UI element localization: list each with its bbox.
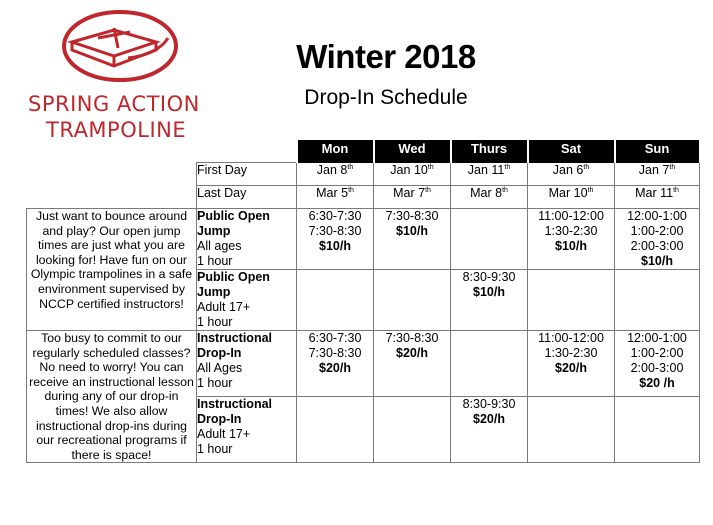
header-spacer — [27, 141, 197, 163]
date-month: Mar — [635, 186, 657, 200]
program-duration: 1 hour — [197, 442, 233, 457]
price-label: $10/h — [319, 239, 351, 253]
time-slot-cell — [297, 209, 374, 270]
day-header: Thurs — [451, 141, 528, 163]
time-slot: 11:00-12:00 — [538, 331, 604, 345]
time-slot-cell — [297, 397, 374, 463]
row-spacer — [27, 186, 197, 209]
date-cell — [451, 186, 528, 209]
date-day: 8 — [340, 163, 348, 177]
price-label: $10/h — [473, 285, 505, 299]
date-month: Mar — [470, 186, 492, 200]
time-slot: 7:30-8:30 — [385, 331, 439, 345]
price-label: $10/h — [555, 239, 587, 253]
time-slot: 8:30-9:30 — [462, 270, 516, 284]
time-slot-cell — [615, 331, 700, 397]
price-label: $20/h — [396, 346, 428, 360]
date-suffix: th — [427, 164, 434, 171]
date-month: Jan — [638, 163, 659, 177]
date-cell — [374, 163, 451, 186]
date-cell — [528, 163, 615, 186]
date-cell — [297, 163, 374, 186]
time-slot-cell — [615, 209, 700, 270]
price-label: $20/h — [555, 361, 587, 375]
program-age: Adult 17+ — [197, 427, 251, 442]
time-slot-cell — [615, 397, 700, 463]
time-slot-cell — [374, 397, 451, 463]
time-slot: 1:30-2:30 — [544, 346, 598, 360]
day-header-row — [27, 141, 700, 163]
time-slot-cell — [528, 397, 615, 463]
time-slot: 1:00-2:00 — [630, 346, 684, 360]
date-day: 6 — [576, 163, 584, 177]
time-slot: 1:00-2:00 — [630, 224, 684, 238]
last-day-label: Last Day — [197, 186, 297, 209]
time-slot-cell — [528, 270, 615, 331]
date-day: 7 — [662, 163, 670, 177]
date-suffix: th — [673, 187, 679, 194]
time-slot-cell — [374, 270, 451, 331]
program-info — [197, 397, 297, 463]
time-slot: 8:30-9:30 — [462, 397, 516, 412]
date-month: Jan — [390, 163, 411, 177]
time-slot-cell — [528, 331, 615, 397]
date-cell — [528, 186, 615, 209]
date-day: 8 — [495, 186, 503, 200]
date-day: 10 — [573, 186, 588, 200]
time-slot-cell — [451, 331, 528, 397]
time-slot-cell — [297, 270, 374, 331]
brand-name-line1: SPRING ACTION — [28, 92, 200, 116]
brand-logo — [20, 8, 225, 142]
program-description: Just want to bounce around and play? Our open jump times are just what you are looking for! Have fun on our Olympic trampolines in a safe environment supervised by NCCP certified instructors! — [27, 209, 197, 331]
page-title: Winter 2018 — [296, 38, 476, 75]
brand-name-line2: TRAMPOLINE — [46, 118, 187, 142]
time-slot-cell — [297, 331, 374, 397]
time-slot: 7:30-8:30 — [308, 224, 362, 238]
first-day-row — [27, 163, 700, 186]
time-slot: 6:30-7:30 — [308, 209, 362, 223]
first-day-label: First Day — [197, 163, 297, 186]
date-day: 7 — [418, 186, 426, 200]
date-month: Jan — [552, 163, 573, 177]
date-cell — [374, 186, 451, 209]
last-day-row — [27, 186, 700, 209]
time-slot-cell — [615, 270, 700, 331]
time-slot: 12:00-1:00 — [627, 209, 687, 223]
program-info — [197, 270, 297, 331]
price-label: $20 /h — [639, 376, 675, 390]
program-duration: 1 hour — [197, 254, 233, 268]
price-label: $20/h — [319, 361, 351, 375]
program-info — [197, 331, 297, 397]
time-slot: 2:00-3:00 — [630, 361, 684, 375]
date-cell — [451, 163, 528, 186]
time-slot-cell — [451, 270, 528, 331]
date-suffix: th — [425, 187, 431, 194]
program-age: All ages — [197, 239, 242, 253]
date-day: 5 — [341, 186, 349, 200]
time-slot: 6:30-7:30 — [308, 331, 362, 345]
day-header: Mon — [297, 141, 374, 163]
price-label: $10/h — [396, 224, 428, 238]
date-day: 10 — [413, 163, 428, 177]
date-day: 11 — [491, 163, 505, 177]
date-cell — [297, 186, 374, 209]
schedule-table — [26, 140, 701, 463]
time-slot-cell — [528, 209, 615, 270]
time-slot: 1:30-2:30 — [544, 224, 598, 238]
price-label: $20/h — [473, 412, 505, 427]
header-spacer — [197, 141, 297, 163]
day-header: Sat — [528, 141, 615, 163]
program-description: Too busy to commit to our regularly scheduled classes? No need to worry! You can receive an instructional lesson during any of our drop-in times! We also allow instructional drop-ins during our recreational programs if there is space! — [27, 331, 197, 463]
date-suffix: th — [347, 164, 354, 171]
program-name: Instructional Drop-In — [197, 397, 273, 427]
program-name: Instructional Drop-In — [197, 331, 273, 360]
date-month: Mar — [316, 186, 338, 200]
program-row — [27, 331, 700, 397]
time-slot-cell — [451, 397, 528, 463]
row-spacer — [27, 163, 197, 186]
program-age: All Ages — [197, 361, 243, 375]
time-slot-cell — [374, 331, 451, 397]
date-cell — [615, 186, 700, 209]
program-age: Adult 17+ — [197, 300, 251, 314]
date-suffix: th — [504, 164, 511, 171]
date-suffix: th — [502, 187, 508, 194]
time-slot: 7:30-8:30 — [385, 209, 439, 223]
date-month: Jan — [467, 163, 488, 177]
time-slot: 12:00-1:00 — [627, 331, 687, 345]
program-row — [27, 209, 700, 270]
program-duration: 1 hour — [197, 376, 233, 390]
time-slot-cell — [374, 209, 451, 270]
program-name: Public Open Jump — [197, 270, 270, 299]
date-suffix: th — [348, 187, 354, 194]
date-suffix: th — [583, 164, 590, 171]
program-duration: 1 hour — [197, 315, 233, 329]
price-label: $10/h — [641, 254, 673, 268]
trampoline-logo-icon — [58, 8, 188, 88]
page-subtitle: Drop-In Schedule — [304, 86, 468, 109]
date-cell — [615, 163, 700, 186]
time-slot: 2:00-3:00 — [630, 239, 684, 253]
date-month: Jan — [316, 163, 337, 177]
program-info — [197, 209, 297, 270]
day-header: Wed — [374, 141, 451, 163]
time-slot-cell — [451, 209, 528, 270]
date-month: Mar — [548, 186, 571, 200]
time-slot: 11:00-12:00 — [538, 209, 604, 223]
date-day: 11 — [660, 186, 674, 200]
day-header: Sun — [615, 141, 700, 163]
date-suffix: th — [669, 164, 676, 171]
date-suffix: th — [587, 187, 594, 194]
program-name: Public Open Jump — [197, 209, 270, 238]
date-month: Mar — [393, 186, 415, 200]
time-slot: 7:30-8:30 — [308, 346, 362, 360]
